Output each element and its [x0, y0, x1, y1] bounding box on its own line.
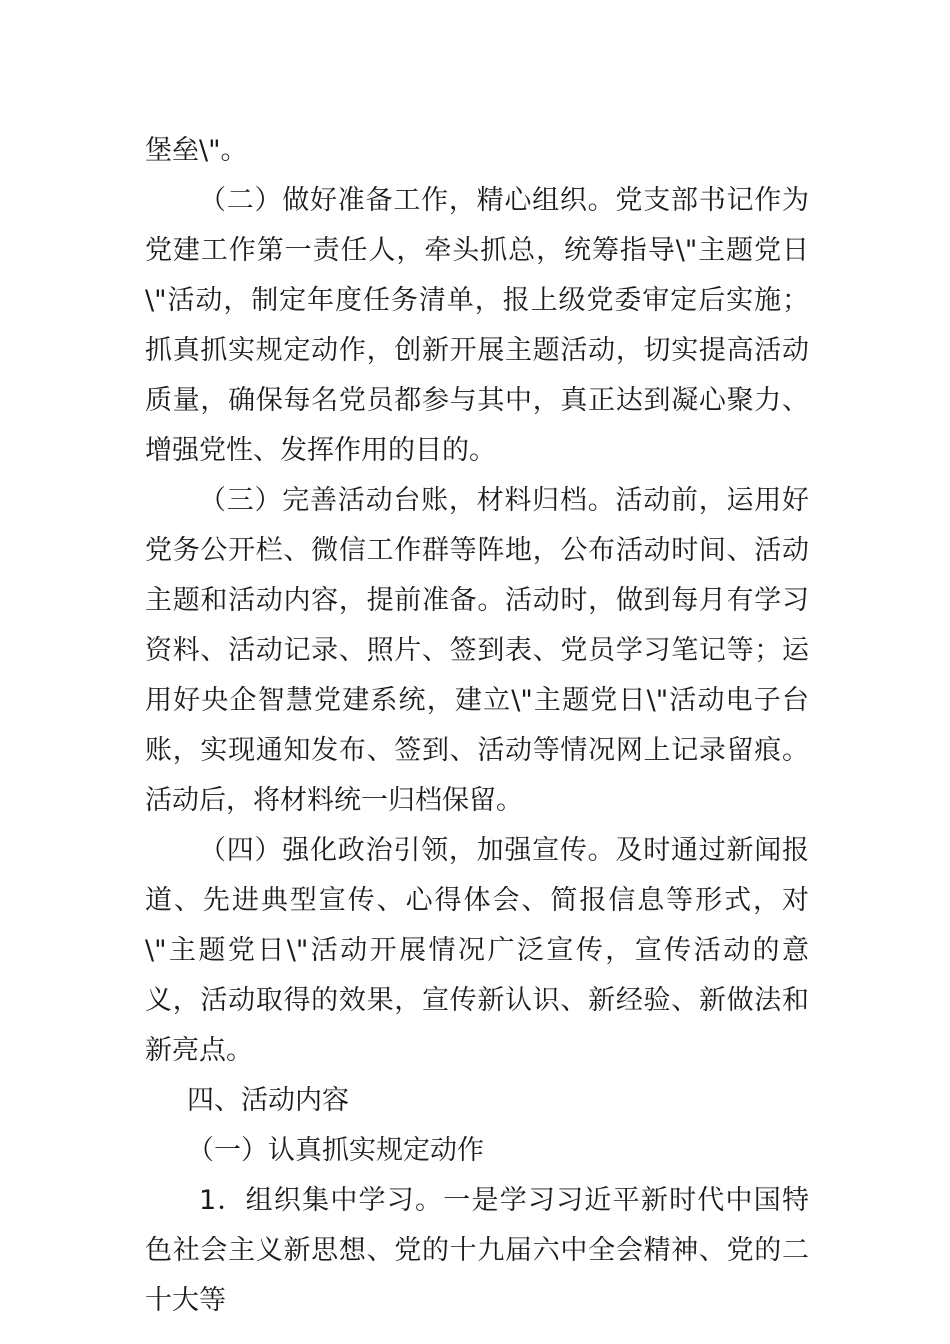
paragraph-group-study: 1．组织集中学习。一是学习习近平新时代中国特色社会主义新思想、党的十九届六中全会精神、党的二十大等	[145, 1185, 809, 1316]
paragraph-publicity: （四）强化政治引领，加强宣传。及时通过新闻报道、先进典型宣传、心得体会、简报信息等形式，对\"主题党日\"活动开展情况广泛宣传，宣传活动的意义，活动取得的效果，宣传新认识、新经验、新做法和新亮点。	[145, 835, 809, 1066]
paragraph-preparation: （二）做好准备工作，精心组织。党支部书记作为党建工作第一责任人，牵头抓总，统筹指导\"主题党日\"活动，制定年度任务清单，报上级党委审定后实施；抓真抓实规定动作，创新开展主题活动，切实提高活动质量，确保每名党员都参与其中，真正达到凝心聚力、增强党性、发挥作用的目的。	[145, 185, 809, 466]
paragraph-ledger: （三）完善活动台账，材料归档。活动前，运用好党务公开栏、微信工作群等阵地，公布活动时间、活动主题和活动内容，提前准备。活动时，做到每月有学习资料、活动记录、照片、签到表、党员学习笔记等；运用好央企智慧党建系统，建立\"主题党日\"活动电子台账，实现通知发布、签到、活动等情况网上记录留痕。活动后，将材料统一归档保留。	[145, 485, 809, 816]
paragraph-continuation: 堡垒\"。	[145, 135, 248, 166]
subsection-heading-regular-actions: （一）认真抓实规定动作	[187, 1135, 484, 1166]
document-body	[145, 126, 809, 1326]
section-heading-activity-content: 四、活动内容	[187, 1085, 349, 1116]
